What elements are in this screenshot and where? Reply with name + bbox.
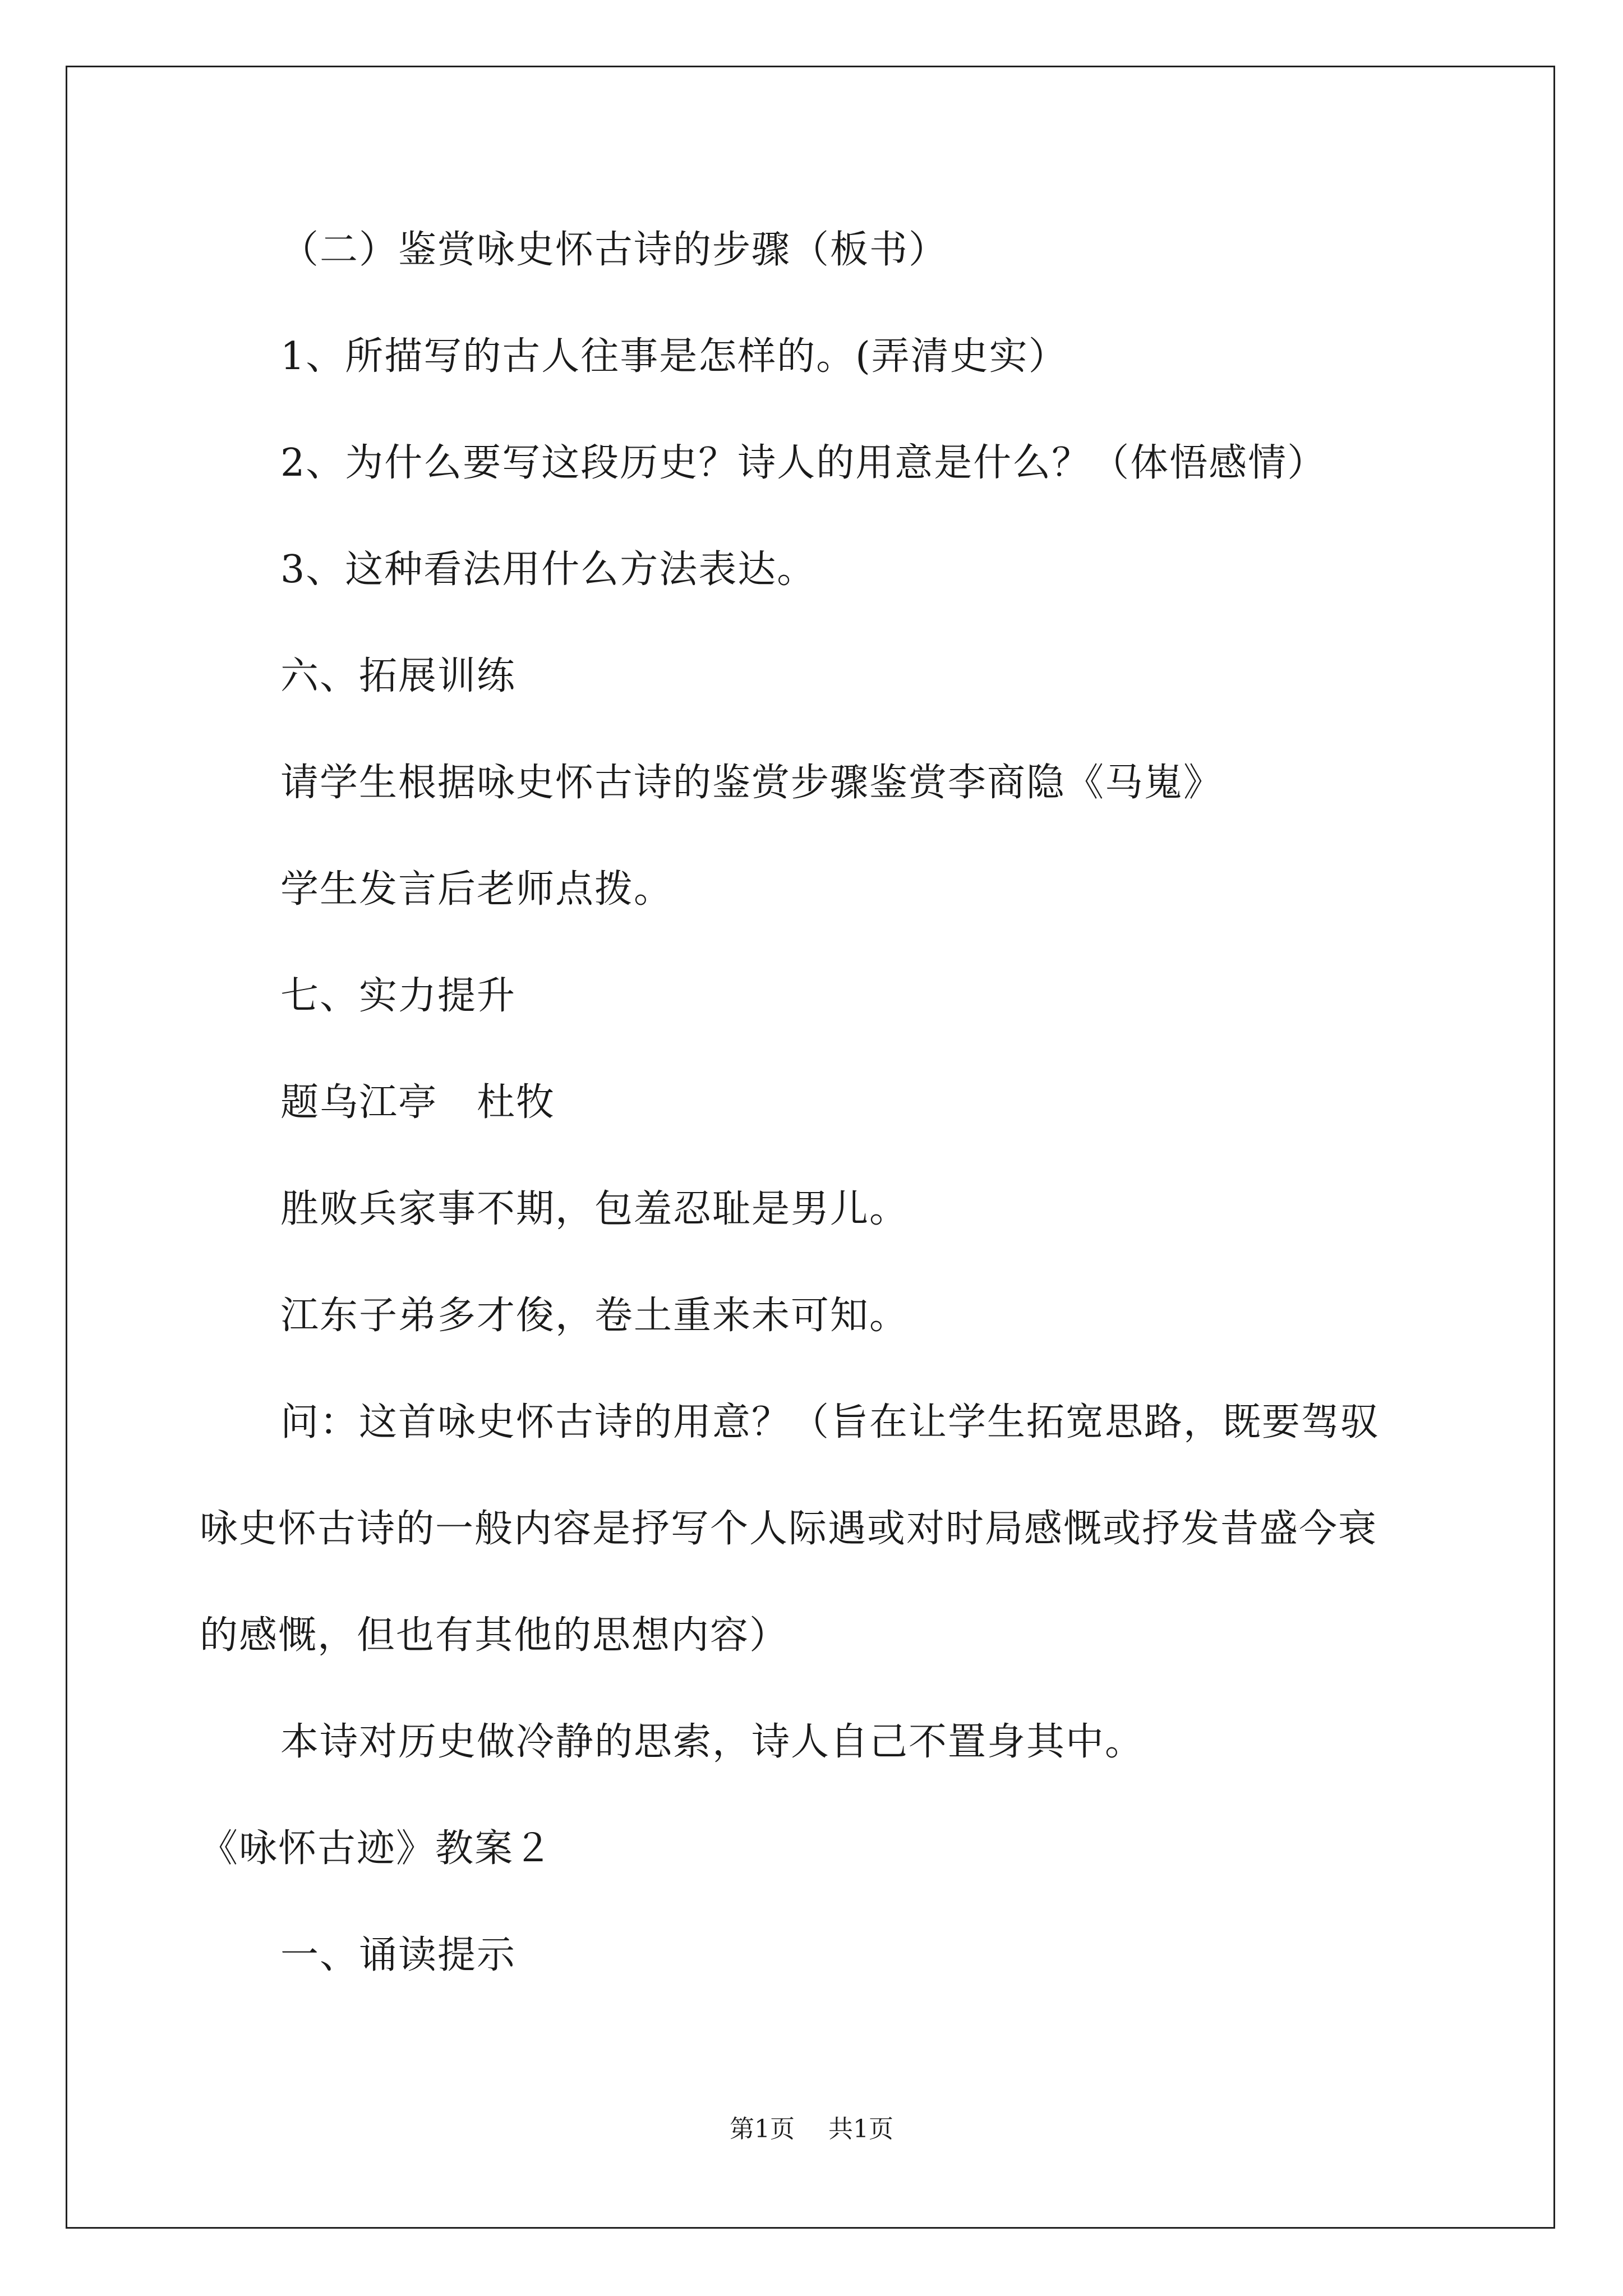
extension-instruction: 请学生根据咏史怀古诗的鉴赏步骤鉴赏李商隐《马嵬》 — [280, 761, 1223, 805]
step-2-text: 2、为什么要写这段历史？诗人的用意是什么？（体悟感情） — [280, 441, 1327, 485]
question-paragraph-line-3: 的感慨，但也有其他的思想内容） — [200, 1613, 789, 1658]
page-number: 第1页 — [730, 2115, 795, 2143]
lesson-plan-title: 《咏怀古迹》教案２ — [200, 1826, 554, 1871]
poem-analysis: 本诗对历史做冷静的思索，诗人自己不置身其中。 — [280, 1720, 1145, 1764]
page-border — [66, 66, 1555, 2229]
question-paragraph-line-1: 问：这首咏史怀古诗的用意？（旨在让学生拓宽思路，既要驾驭 — [280, 1400, 1380, 1444]
page-footer — [0, 2114, 1623, 2145]
question-paragraph-line-2: 咏史怀古诗的一般内容是抒写个人际遇或对时局感慨或抒发昔盛今衰 — [200, 1507, 1378, 1551]
section-heading-steps: （二）鉴赏咏史怀古诗的步骤（板书） — [280, 228, 948, 272]
extension-note: 学生发言后老师点拨。 — [280, 867, 674, 912]
section-heading-extension: 六、拓展训练 — [280, 654, 517, 698]
section-heading-improvement: 七、实力提升 — [280, 974, 517, 1018]
page-total: 共1页 — [828, 2115, 893, 2143]
step-3-text: 3、这种看法用什么方法表达。 — [280, 547, 817, 592]
poem-line-2: 江东子弟多才俊，卷土重来未可知。 — [280, 1294, 909, 1338]
step-1-text: 1、所描写的古人往事是怎样的。(弄清史实） — [280, 334, 1068, 379]
poem-title: 题乌江亭 杜牧 — [280, 1080, 556, 1125]
section-heading-reading: 一、诵读提示 — [280, 1933, 517, 1977]
poem-line-1: 胜败兵家事不期，包羞忍耻是男儿。 — [280, 1187, 909, 1231]
